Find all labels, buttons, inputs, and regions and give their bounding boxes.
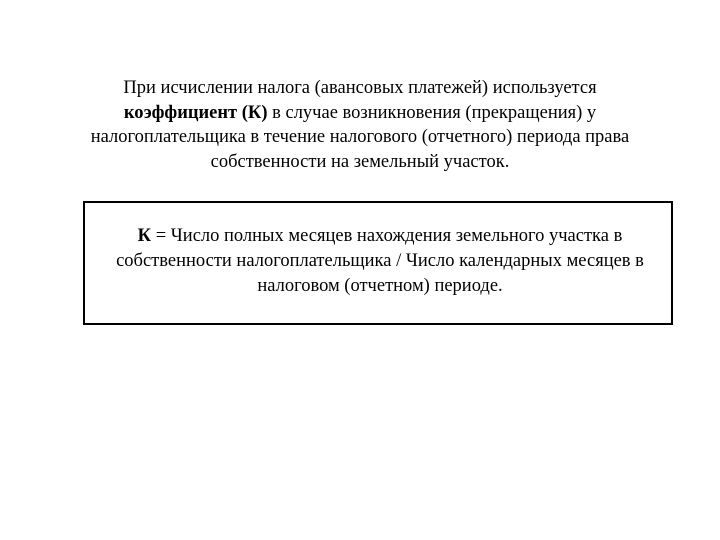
- intro-line-1: При исчислении налога (авансовых платежей) используется: [123, 78, 597, 98]
- formula-line-2: собственности налогоплательщика / Число календарных месяцев в: [116, 251, 644, 271]
- formula-line-3: налоговом (отчетном) периоде.: [257, 276, 503, 296]
- intro-line-2: [40, 101, 680, 126]
- intro-paragraph: [40, 76, 680, 174]
- formula-symbol: К: [137, 226, 152, 246]
- intro-line-4: собственности на земельный участок.: [210, 151, 510, 172]
- formula-line-1-rest: = Число полных месяцев нахождения земельного участка в: [151, 226, 623, 246]
- coefficient-term: коэффициент (К): [123, 102, 268, 123]
- formula-text: [80, 224, 680, 299]
- formula-line-1: [80, 224, 680, 249]
- intro-line-2-rest: в случае возникновения (прекращения) у: [267, 102, 597, 123]
- intro-line-3: налогоплательщика в течение налогового (отчетного) периода права: [90, 127, 630, 147]
